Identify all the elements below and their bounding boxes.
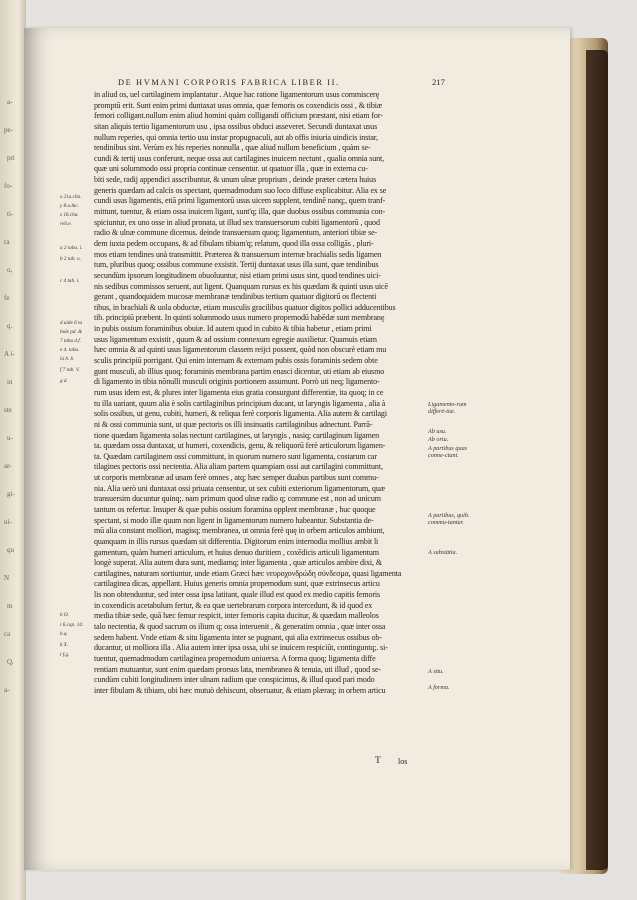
margin-sidenote: A partibus, quib. commu-tantur. [428,512,470,527]
text-line: tu illa uariant, quum alia è solis cartilaginibus principium ducant, ut laryngis ligamenta , alia à [94,398,386,408]
text-line: spiciuntur, ex uno osse in aliud pronata, ut illud sex transuersorum cubiti ligamentorū , quod [94,217,380,227]
facing-page-fragment: o, [7,266,13,274]
text-line: secundùm ipsorum longitudinem obuoluuntur, nisi etiam primi usus sint, quod tendines uici- [94,270,381,280]
margin-reference: h.q. [60,631,68,637]
facing-page-fragment: q. [7,322,13,330]
text-line: mos etiam tendines unà transmittit. Præterea & transuersum internæ brachialis sedis ligamen [94,249,382,259]
text-line: ducantur, ut molliora illa . Alia autem inter ipsa ossa, ubi se inuicem respiciūt, continguntq;. si- [94,643,388,653]
text-line: tibus, in brachiali & uola obductæ, etiam musculis gracilibus quatuor digitos pollici adducentibus [94,302,396,312]
text-line: ni & ossi communia sunt, ut quæ pectoris os illi insinuatis cartilaginibus adnectunt. Parrā- [94,419,373,429]
margin-reference: x 21a.cha. [60,194,82,200]
book-cover [586,50,608,870]
margin-reference: c 4 tab. i. [60,278,80,284]
running-head: DE HVMANI CORPORIS FABRICA LIBER II. [118,78,340,87]
facing-page-fragment: a- [4,686,10,694]
catchword: T [375,756,381,766]
margin-reference: d uide 6 ta [60,320,83,326]
text-line: tum, pluribus quoq; ossibus commune exsistit. Tertij duntaxat usus illa sunt, quæ tendinibus [94,260,379,270]
text-line: promptū erit. Sunt enim primi duntaxat usus omnia, quæ femoris os coxendicis ossi , & tibiæ [94,100,383,110]
facing-page-fragment: ca [4,630,11,638]
text-line: cundi usus ligamentis, etiā primi ligamentorū usus uicem supplent, tendinē nanq;, quem tranf- [94,196,386,206]
text-line: dem iuxta pedem occupans, & ad fibulam tibiam'q; relatum, quod illa ossa colligās , pluri- [94,238,374,248]
facing-page-fragment: fe [4,294,10,302]
text-line: in aliud os, uel cartilaginem implantatur . Atque hac ratione ligamentorum usus commiscerę [94,90,380,99]
text-line: tantum os refertur. Insuper & quæ pubis ossium foramina opplent membranæ , huc quoque [94,504,376,514]
facing-page-fragment: in [7,378,13,386]
text-line: gunt musculi, ab illius quoq; foraminis membrana partim enasci dicentur, uti etiam ab eiusmo [94,366,385,376]
text-line: rum usus idem est, & plures inter ligamenta eius gratia consurgunt differentiæ, ita quoq; in ce [94,387,384,397]
margin-reference: g d. [60,378,68,384]
facing-page-fragment: pri [7,154,15,162]
margin-reference: k X. [60,642,69,648]
text-line: hæc omnia & ad quinti usus ligamentorum classem reijci possent, quòd non obscurè etiam mu [94,345,387,355]
text-line: in coxendicis acetabulum fertur, & ea quæ uertebrarum corpora intercedunt, & id quod ex [94,600,373,610]
text-line: transuersim ducuntur quinq;. nam primum quod ulnæ radio q; commune est , non ad unicum [94,494,381,504]
margin-reference: i 6.cap. 14. [60,622,84,628]
margin-reference: reli.e. [60,221,72,227]
text-line: in pubis ossium foraminibus obuiæ. Id autem quod in cubito & tibia habetur , etiam primi [94,324,372,334]
margin-reference: y 8.a.&c. [60,203,80,209]
margin-sidenote: A substātia. [428,549,458,556]
facing-page-fragment: N [4,574,10,582]
margin-sidenote: Ab usu. [428,428,447,435]
facing-page-fragment: u- [7,434,13,442]
text-line: cartilagines, naturam sortiuntur, unde etiam Græci hæc νευροχονδρώδη σύνδεσμα, quasi ligamenta [94,568,402,578]
margin-sidenote: A situ. [428,668,444,675]
text-line: mittunt, tuentur, & etiam ossa inuicem ligant, sunt'q; illa, quæ duobus ossibus communia con- [94,207,386,217]
text-line: sitan aliquis tertio ligamentorum usu , ipsa ossibus obduci asseveret. Secundi duntaxat usus [94,121,378,131]
facing-page-fragment: ti- [7,210,14,218]
text-line: talo nectentia, & quod sacrum os ilium q; ossa interuenit , & generatim omnia , quæ inter ossa [94,622,386,632]
text-line: radio & ulnæ commune dicemus. deinde transuersum quoq; ligamentum, anteriori tibiæ se- [94,228,378,238]
text-line: solis ossibus, ut genu, cubiti, humeri, & reliqua ferè corporis ligamenta. Alia autem & cartilagi [94,409,387,419]
text-line: spectant, si modo illæ quum non ligent in ligamentorum numero habeantur. Substantia de- [94,515,374,525]
text-line: tione quædam ligamenta solas nectunt cartilagines, ut laryngis , nasiq; cartilaginum ligamen [94,430,380,440]
margin-reference: 7 tabu d.f. [60,338,82,344]
text-line: quæ uni solummodo ossi propria continuæ censentur. ut quatuor illa , quæ in externa cu- [94,164,368,174]
facing-page-fragment: a- [7,98,13,106]
margin-reference: l f.g. [60,652,70,658]
facing-page-fragment: ui- [4,518,12,526]
text-line: di ligamento in tibia nõnulli musculi originis portionem assumunt. Porrò uti neq; ligamento- [94,377,380,387]
facing-page-fragment: qu [7,546,14,554]
text-line: ta. quædam ossa duntaxat, ut humeri, coxendicis, genu, & reliquorū ferè articulorum ligamen- [94,441,386,451]
text-line: ut corporis membranæ ad unam ferè omnes , atq; hæc semper duabus partibus sunt commu- [94,473,379,483]
text-line: rentiam mutuantur, sunt enim quædam prorsus lata, membranea & tenuia, uti illud , quod se- [94,664,381,674]
facing-page-edge [0,0,26,900]
text-line: quanquam in illis rursus quædam sit differentia. Digitorum enim internodia mollius ambit li [94,536,379,546]
facing-page-fragment: fo- [4,182,13,190]
facing-page-fragment: m [7,602,13,610]
text-line: tib. principiū præbent. In quinti solummodo usus numero propemodū habēdæ sunt membranę [94,313,385,323]
facing-page-fragment: ar- [4,462,12,470]
text-line: nullum reperies, qui omnia tertio usu instar propugnaculi, aut ab offis iniuria uindicis instar, [94,132,378,142]
facing-page-fragment: A i- [4,350,15,358]
text-line: gamentum, quàm humeri articulum, et huius denuo duritiem , coxēdicis articuli ligamentum [94,547,379,557]
margin-reference: la b. b. [60,356,75,362]
facing-page-fragment: pe- [4,126,13,134]
facing-page-fragment: Q. [7,658,14,666]
text-line: nis sedibus commissos seruent, aut ligent. Quanquam rursus ex his quædam & quinti usus uicē [94,281,388,291]
margin-sidenote: A forma. [428,684,450,691]
margin-reference: f 7 tab. V. [60,367,80,373]
text-line: cundi & tertij usus conferunt, neque ossa aut cartilagines inuicem nectunt , qualia omnia sunt, [94,153,385,163]
text-line: nia. Alia uerò uni duntaxat ossi priuata censentur, ut sex cubiti exteriorum ligamentorum, quæ [94,483,385,493]
margin-reference: z 16.cha. [60,212,79,218]
text-line: tilagines pectoris ossi nectentia. Alia aliam partem quampiam ossi aut cartilagini committunt, [94,462,383,472]
text-line: tuentur, quemadmodum cartilaginea propemodum uniuersa. A forma quoq; ligamenta diffe [94,653,376,663]
facing-page-fragment: ra [4,238,10,246]
text-line: inter fibulam & tibiam, ubi hæc mutuò dehiscunt, obseruatur, & etiam plæraq; in orbem articu [94,685,386,695]
page-number: 217 [432,77,445,87]
text-line: biti sede, radij appendici asscribuntur, & unum ulnæ proprium , deinde præter cætera huius [94,175,377,185]
text-line: tendinibus sint. Verùm ex his reperies nonnulla , quæ aliud nullum beneficium , quàm se- [94,143,371,153]
margin-sidenote: Ligamento-rum differē-tiæ. [428,401,467,416]
body-text [94,90,430,697]
text-line: cundùm cubiti longitudinem inter ulnam radium que conspicimus, & illud quod pari modo [94,675,375,685]
margin-sidenote: Ab ortu. [428,436,449,443]
margin-reference: a 2 tabu. i. [60,245,83,251]
margin-reference: h O. [60,612,69,618]
margin-reference: e 4. tabu. [60,347,80,353]
catchword-suffix: los [398,757,408,766]
facing-page-fragment: gi- [7,490,15,498]
text-line: media tibiæ sede, quā hæc femur respicit, inter femoris capita ducitur, & quædam malleolos [94,611,379,621]
text-line: sedem habent. Vnde etiam & situ ligamenta inter se pugnant, qui alia extrinsecus ossibus ob- [94,632,382,642]
text-line: ta. Quædam cartilaginem ossi committunt, in quorum numero sunt ligamenta, costarum car [94,451,377,461]
text-line: cartilaginea dicas, appellant. Huius generis omnia propemodum sunt, quæ extrinsecus articu [94,579,380,589]
text-line: sculis principiū porrigant. Qui enim internam & externam pubis ossis foraminis sedem obte [94,356,378,366]
margin-sidenote: A partibus quas conne-ctunt. [428,445,468,460]
facing-page-fragment: ste [4,406,12,414]
text-line: usus ligamentum exsistit , quum & ad ossium connexum egregie auxilietur. Quamuis etiam [94,334,377,344]
text-line: generis quædam ad calcis os spectant, quemadmodum suo loco diffuse explicabitur. Alia ex se [94,185,387,195]
margin-reference: bule pd. & [60,329,83,335]
text-line: mū alia constant molliori, magisq; membranea, ut omnia ferè quę in orbem articulos ambiunt, [94,526,385,536]
text-line: gerant , quandoquidem mucosæ membranæ tendinibus tertium quatuor digitorū os flectenti [94,292,377,302]
text-line: lis non obtenduntur, sed inter ossa ipsa latitant, quale illud est quod ex medio capitis femoris [94,590,381,600]
text-line: longè superat. Alia autem dura sunt, mediamq; inter ligamenta , quæ articulos ambire dixi, & [94,558,382,568]
text-line: femori colligant.nullum enim aliud homini quàm colligandi officium præstant, nisi etiam for- [94,111,383,121]
margin-reference: b 2 tab. o. [60,256,81,262]
